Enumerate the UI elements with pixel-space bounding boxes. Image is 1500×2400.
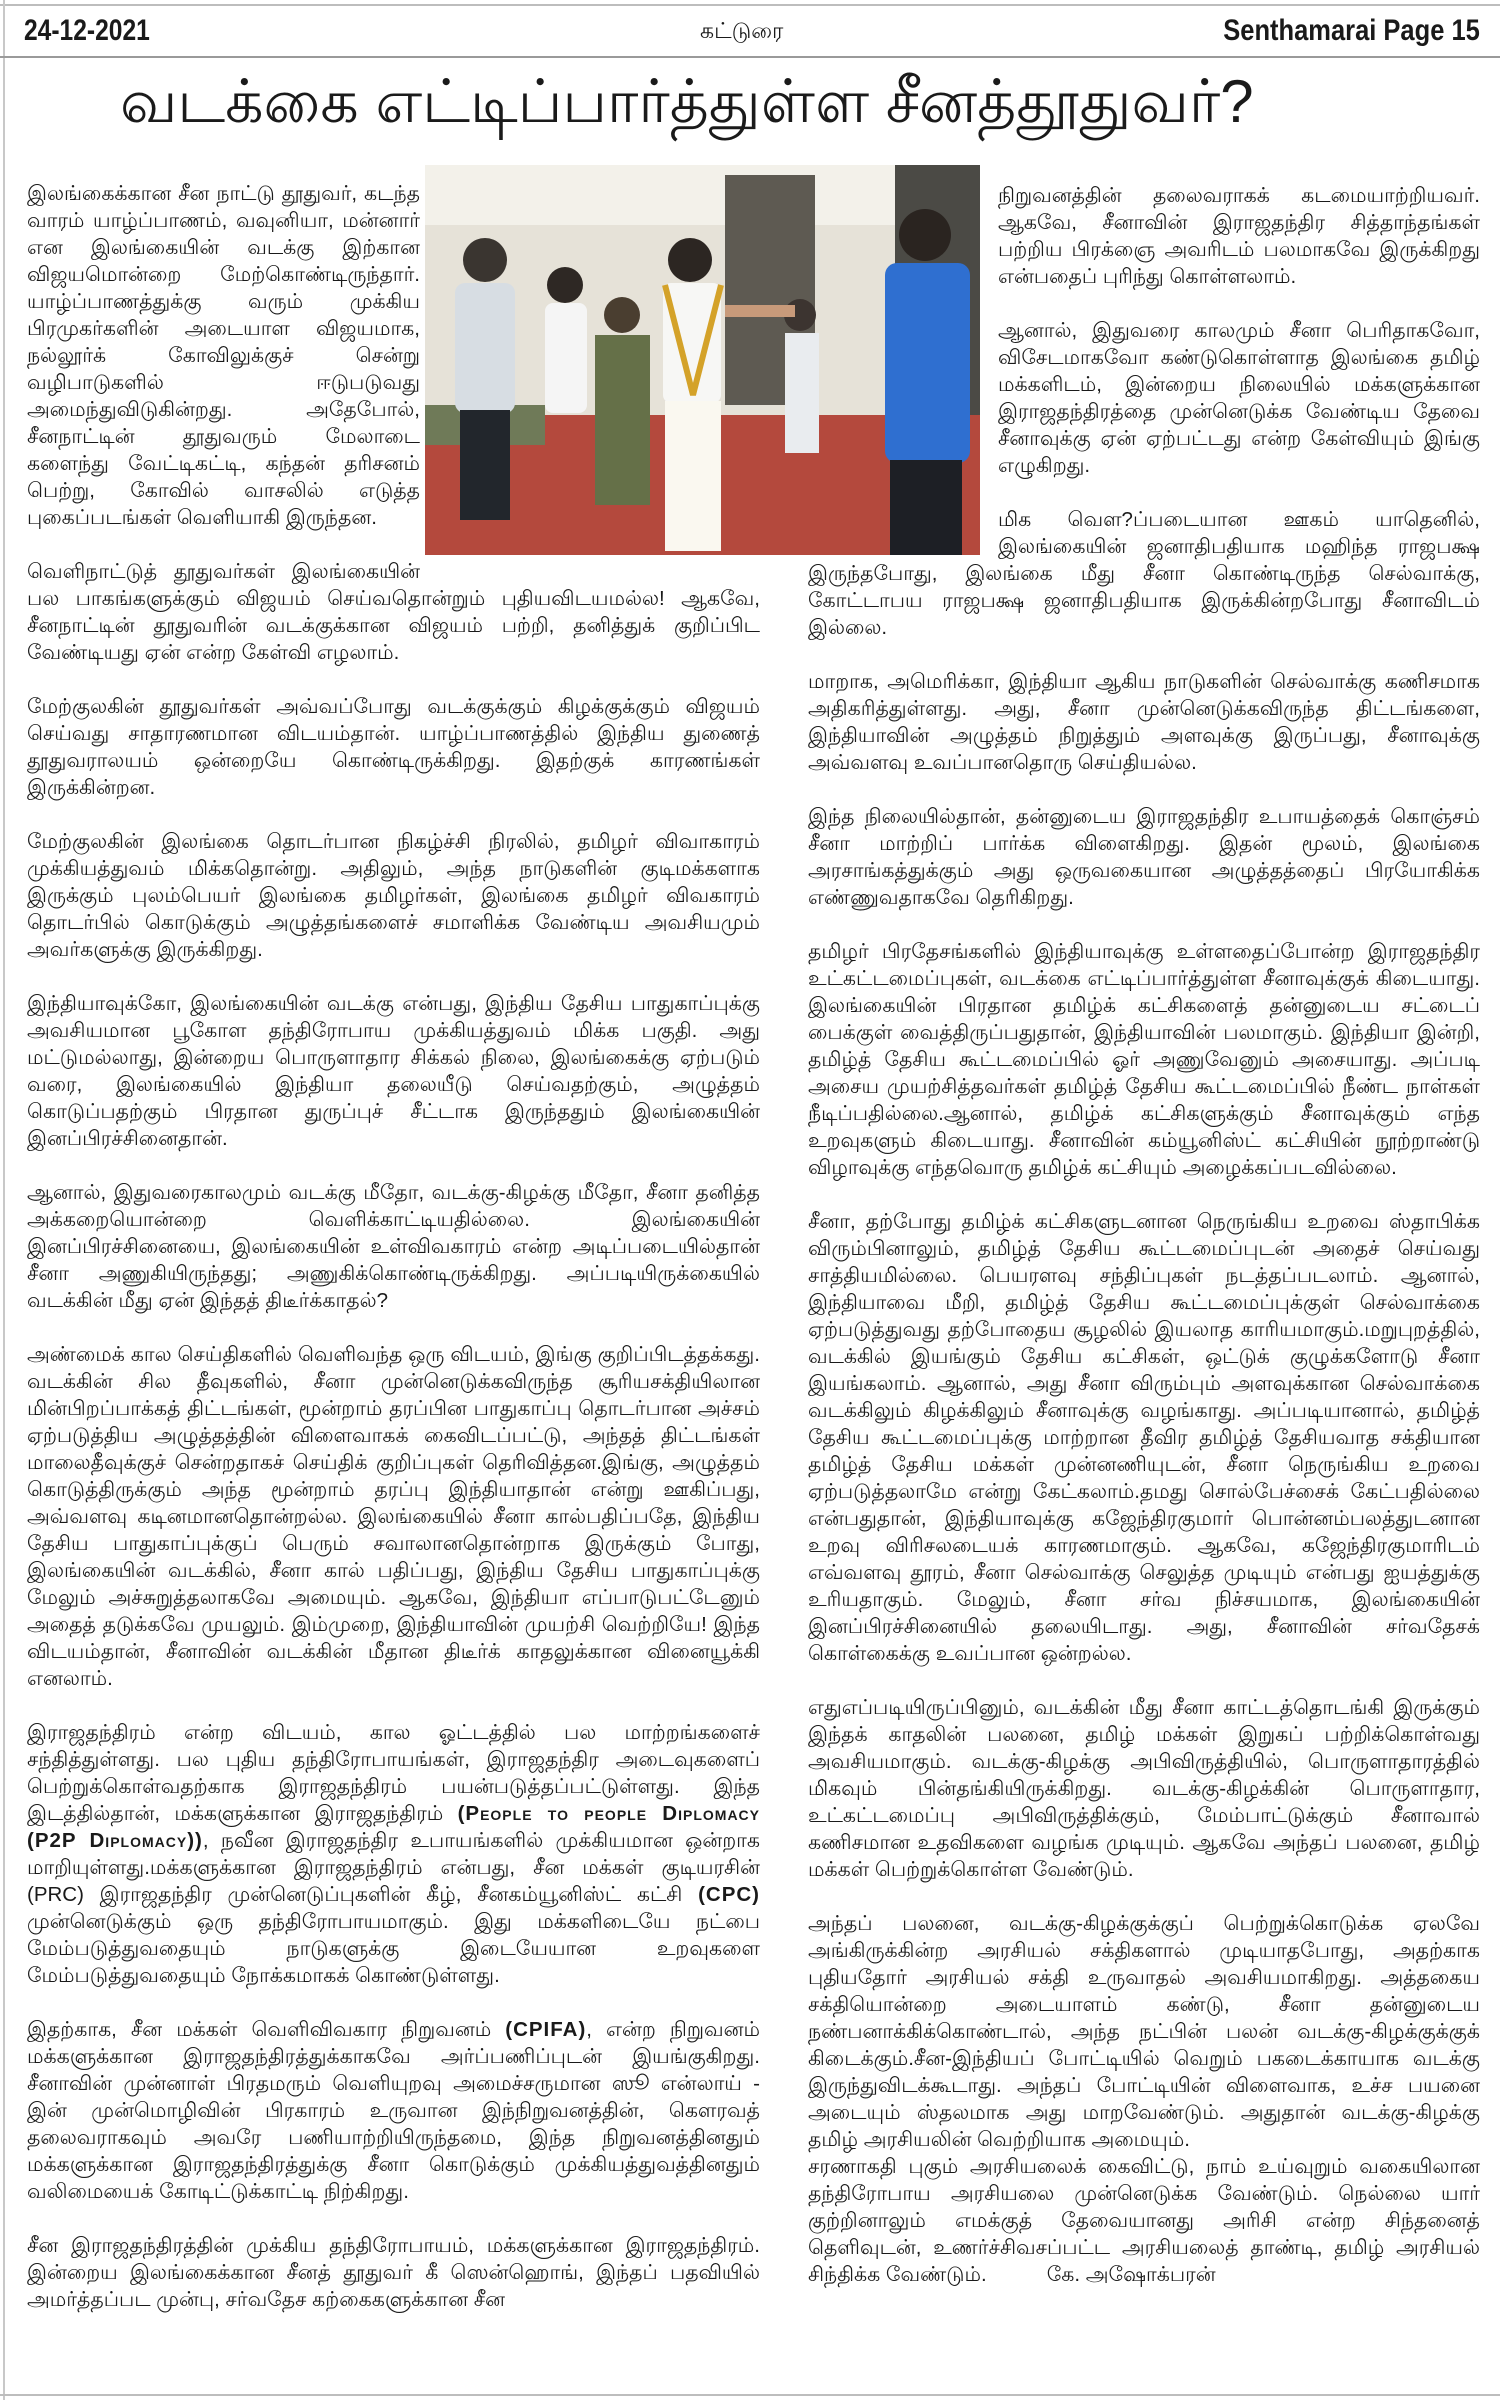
text: இதற்காக, சீன மக்கள் வெளிவிவகார நிறுவனம் bbox=[27, 2018, 506, 2041]
left-column bbox=[27, 180, 760, 2340]
paragraph: மிக வெள?ப்படையான ஊகம் யாதெனில், இலங்கையின் ஜனாதிபதியாக மஹிந்த ராஜபக்ஷ இருந்தபோது, இலங்கை மீது சீனா கொண்டிருந்த செல்வாக்கு, கோட்டாபய ராஜபக்ஷ ஜனாதிபதியாக இருக்கின்றபோது சீனாவிடம் இல்லை. bbox=[808, 508, 1480, 639]
paragraph: மாறாக, அமெரிக்கா, இந்தியா ஆகிய நாடுகளின் செல்வாக்கு கணிசமாக அதிகரித்துள்ளது. அது, சீனா முன்னெடுக்கவிருந்த திட்டங்களை, இந்தியாவின் அழுத்தம் நிறுத்தும் அளவுக்கு இருப்பது, சீனாவுக்கு அவ்வளவு உவப்பானதொரு செய்தியல்ல. bbox=[808, 670, 1480, 774]
section-label: கட்டுரை bbox=[700, 18, 784, 43]
paragraph: சீனா, தற்போது தமிழ்க் கட்சிகளுடனான நெருங்கிய உறவை ஸ்தாபிக்க விரும்பினாலும், தமிழ்த் தேசிய கூட்டமைப்புடன் அதைச் செய்வது சாத்தியமில்லை. பெயரளவு சந்திப்புகள் நடத்தப்படலாம். ஆனால், இந்தியாவை மீறி, தமிழ்த் தேசிய கூட்டமைப்புக்குள் செல்வாக்கை ஏற்படுத்துவது தற்போதைய சூழலில் இயலாத காரியமாகும்.மறுபுறத்தில், வடக்கில் இயங்கும் தேசிய கட்சிகள், ஒட்டுக் குழுக்களோடு சீனா இயங்கலாம். ஆனால், அது சீனா விரும்பும் அளவுக்கான செல்வாக்கை வடக்கிலும் கிழக்கிலும் சீனாவுக்கு வழங்காது. அப்படியானால், தமிழ்த் தேசிய கூட்டமைப்புக்கு மாற்றான தீவிர தமிழ்த் தேசியவாத சக்தியான தமிழ்த் தேசிய மக்கள் முன்னணியுடன், சீனா நெருங்கிய உறவை ஏற்படுத்தலாமே என்று கேட்கலாம்.தமது சொல்பேச்சைக் கேட்பதில்லை என்பதுதான், இந்தியாவுக்கு கஜேந்திரகுமார் பொன்னம்பலத்துடனான உறவு விரிசலடையக் காரணமாகும். ஆகவே, கஜேந்திரகுமாரிடம் எவ்வளவு தூரம், சீனா செல்வாக்கு செலுத்த முடியும் என்பது ஐயத்துக்கு உரியதாகும். மேலும், சீனா சர்வ நிச்சயமாக, இலங்கையின் இனப்பிரச்சினையில் தலையிடாது. அது, சீனாவின் சர்வதேசக் கொள்கைக்கு உவப்பான ஒன்றல்ல. bbox=[808, 1210, 1480, 1665]
paragraph: இந்த நிலையில்தான், தன்னுடைய இராஜதந்திர உபாயத்தைக் கொஞ்சம் சீனா மாற்றிப் பார்க்க விளைகிறது. இதன் மூலம், இலங்கை அரசாங்கத்துக்கும் அது ஒருவகையான அழுத்தத்தைப் பிரயோகிக்க எண்ணுவதாகவே தெரிகிறது. bbox=[808, 805, 1480, 909]
page-border-left bbox=[3, 0, 5, 2400]
paragraph: எதுஎப்படியிருப்பினும், வடக்கின் மீது சீனா காட்டத்தொடங்கி இருக்கும் இந்தக் காதலின் பலனை, தமிழ் மக்கள் இறுகப் பற்றிக்கொள்வது அவசியமாகும். வடக்கு-கிழக்கு அபிவிருத்தியில், பொருளாதாரத்தில் மிகவும் பின்தங்கியிருக்கிறது. வடக்கு-கிழக்கின் பொருளாதார, உட்கட்டமைப்பு அபிவிருத்திக்கும், மேம்பாட்டுக்கும் சீனாவால் கணிசமான உதவிகளை வழங்க முடியும். ஆகவே அந்தப் பலனை, தமிழ் மக்கள் பெற்றுக்கொள்ள வேண்டும். bbox=[808, 1696, 1480, 1881]
english-term: (CPIFA) bbox=[505, 2018, 587, 2041]
issue-date: 24-12-2021 bbox=[24, 14, 150, 47]
english-term: (People to people Diplomacy (P2P Diplomacy)) bbox=[27, 1802, 761, 1852]
text: சரணாகதி புகும் அரசியலைக் கைவிட்டு, நாம் உய்வுறும் வகையிலான தந்திரோபாய அரசியலை முன்னெடுக்க வேண்டும். நெல்லை யார் குற்றினாலும் எமக்குத் தேவையானது அரிசி என்ற சிந்தனைத் தெளிவுடன், உணர்ச்சிவசப்பட்ட அரசியலைத் தாண்டி, தமிழ் அரசியல் சிந்திக்க வேண்டும். bbox=[808, 2155, 1480, 2286]
right-column bbox=[808, 182, 1480, 2315]
paper-name-page: Senthamarai Page 15 bbox=[1223, 14, 1480, 47]
text: , என்ற நிறுவனம் மக்களுக்கான இராஜதந்திரத்துக்காகவே அர்ப்பணிப்புடன் இயங்குகிறது. சீனாவின் முன்னாள் பிரதமரும் வெளியுறவு அமைச்சருமான ஸூ என்லாய் - இன் முன்மொழிவின் பிரகாரம் உருவான இந்நிறுவனத்தின், கௌரவத் தலைவராகவும் அவரே பணியாற்றியிருந்தமை, இந்த நிறுவனத்தினதும் மக்களுக்கான இராஜதந்திரத்துக்கு சீனா கொடுக்கும் முக்கியத்துவத்தினதும் வலிமையைக் கோடிட்டுக்காட்டி நிற்கிறது. bbox=[27, 2018, 760, 2203]
paragraph: ஆனால், இதுவரை காலமும் சீனா பெரிதாகவோ, விசேடமாகவோ கண்டுகொள்ளாத இலங்கை தமிழ் மக்களிடம், இன்றைய நிலையில் மக்களுக்கான இராஜதந்திரத்தை முன்னெடுக்க வேண்டிய தேவை சீனாவுக்கு ஏன் ஏற்பட்டது என்ற கேள்வியும் இங்கு எழுகிறது. bbox=[998, 319, 1480, 477]
paragraph: மேற்குலகின் தூதுவர்கள் அவ்வப்போது வடக்குக்கும் கிழக்குக்கும் விஜயம் செய்வது சாதாரணமான விடயம்தான். யாழ்ப்பாணத்தில் இந்திய துணைத் தூதுவராலயம் ஒன்றையே கொண்டிருக்கிறது. இதற்குக் காரணங்கள் இருக்கின்றன. bbox=[27, 695, 760, 799]
paragraph: அண்மைக் கால செய்திகளில் வெளிவந்த ஒரு விடயம், இங்கு குறிப்பிடத்தக்கது. வடக்கின் சில தீவுகளில், சீனா முன்னெடுக்கவிருந்த சூரியசக்தியிலான மின்பிறப்பாக்கத் திட்டங்கள், மூன்றாம் தரப்பின பாதுகாப்பு தொடர்பான அச்சம் ஏற்படுத்திய அழுத்தத்தின் விளைவாகக் கைவிடப்பட்டு, அந்தத் திட்டங்கள் மாலைதீவுக்குச் சென்றதாகச் செய்திக் குறிப்புகள் தெரிவித்தன.இங்கு, அழுத்தம் கொடுத்திருக்கும் அந்த மூன்றாம் தரப்பு இந்தியாதான் என்று ஊகிப்பது, அவ்வளவு கடினமானதொன்றல்ல. இலங்கையில் சீனா கால்பதிப்பதே, இந்திய தேசிய பாதுகாப்புக்குப் பெரும் சவாலானதொன்றாக இருக்கும் போது, இலங்கையின் வடக்கில், சீனா கால் பதிப்பது, இந்திய தேசிய பாதுகாப்புக்கு மேலும் அச்சுறுத்தலாகவே அமையும். ஆகவே, இந்தியா எப்பாடுபட்டேனும் அதைத் தடுக்கவே முயலும். இம்முறை, இந்தியாவின் முயற்சி வெற்றியே! இந்த விடயம்தான், சீனாவின் வடக்கின் மீதான திடீர்க் காதலுக்கான வினையூக்கி எனலாம். bbox=[27, 1343, 760, 1690]
paragraph: மேற்குலகின் இலங்கை தொடர்பான நிகழ்ச்சி நிரலில், தமிழர் விவாகாரம் முக்கியத்துவம் மிக்கதொன்று. அதிலும், அந்த நாடுகளின் குடிமக்களாக இருக்கும் புலம்பெயர் இலங்கை தமிழர்கள், இலங்கை தமிழர் விவகாரம் தொடர்பில் கொடுக்கும் அழுத்தங்களைச் சமாளிக்க வேண்டிய அவசியமும் அவர்களுக்கு இருக்கிறது. bbox=[27, 830, 760, 961]
page-header bbox=[0, 0, 1500, 58]
paragraph: தமிழர் பிரதேசங்களில் இந்தியாவுக்கு உள்ளதைப்போன்ற இராஜதந்திர உட்கட்டமைப்புகள், வடக்கை எட்டிப்பார்த்துள்ள சீனாவுக்குக் கிடையாது. இலங்கையின் பிரதான தமிழ்க் கட்சிகளைத் தன்னுடைய சட்டைப் பைக்குள் வைத்திருப்பதுதான், இந்தியாவின் பலமாகும். இந்தியா இன்றி, தமிழ்த் தேசிய கூட்டமைப்பில் ஓர் அணுவேனும் அசையாது. அப்படி அசைய முயற்சித்தவர்கள் தமிழ்த் தேசிய கூட்டமைப்பில் நீண்ட நாள்கள் நீடிப்பதில்லை.ஆனால், தமிழ்க் கட்சிகளுக்கும் சீனாவுக்கும் எந்த உறவுகளும் கிடையாது. சீனாவின் கம்யூனிஸ்ட் கட்சியின் நூற்றாண்டு விழாவுக்கு எந்தவொரு தமிழ்க் கட்சியும் அழைக்கப்படவில்லை. bbox=[808, 940, 1480, 1179]
page-border-bottom bbox=[0, 2394, 1500, 2396]
paragraph: வெளிநாட்டுத் தூதுவர்கள் இலங்கையின் பல பாகங்களுக்கும் விஜயம் செய்வதொன்றும் புதியவிடயமல்ல! ஆகவே, சீனநாட்டின் தூதுவரின் வடக்குக்கான விஜயம் பற்றி, தனித்துக் குறிப்பிட வேண்டியது ஏன் என்ற கேள்வி எழலாம். bbox=[27, 560, 760, 664]
photo-spacer bbox=[808, 182, 998, 560]
paragraph: நிறுவனத்தின் தலைவராகக் கடமையாற்றியவர். ஆகவே, சீனாவின் இராஜதந்திர சித்தாந்தங்கள் பற்றிய பிரக்ஞை அவரிடம் பலமாகவே இருக்கிறது என்பதைப் புரிந்து கொள்ளலாம். bbox=[998, 184, 1480, 288]
closing-paragraph bbox=[808, 2153, 1480, 2288]
paragraph: இந்தியாவுக்கோ, இலங்கையின் வடக்கு என்பது, இந்திய தேசிய பாதுகாப்புக்கு அவசியமான பூகோள தந்திரோபாய முக்கியத்துவம் மிக்க பகுதி. அது மட்டுமல்லாது, இன்றைய பொருளாதார சிக்கல் நிலை, இலங்கைக்கு ஏற்படும் வரை, இலங்கையில் இந்தியா தலையீடு செய்வதற்கும், அழுத்தம் கொடுப்பதற்கும் பிரதான துருப்புச் சீட்டாக இருந்ததும் இலங்கையின் இனப்பிரச்சினைதான். bbox=[27, 992, 760, 1150]
author-byline: கே. அஷோக்பரன் bbox=[1046, 2263, 1216, 2286]
text: , நவீன இராஜதந்திர உபாயங்களில் முக்கியமான ஒன்றாக மாறியுள்ளது.மக்களுக்கான இராஜதந்திரம் என்பது, சீன மக்கள் குடியரசின் (PRC) இராஜதந்திர முன்னெடுப்புகளின் கீழ், சீனகம்யூனிஸ்ட் கட்சி bbox=[27, 1829, 760, 1906]
paragraph: இலங்கைக்கான சீன நாட்டு தூதுவர், கடந்த வாரம் யாழ்ப்பாணம், வவுனியா, மன்னார் என இலங்கையின் வடக்கு இற்கான விஜயமொன்றை மேற்கொண்டிருந்தார். யாழ்ப்பாணத்துக்கு வரும் முக்கிய பிரமுகர்களின் அடையாள விஜயமாக, நல்லூர்க் கோவிலுக்குச் சென்று வழிபாடுகளில் ஈடுபடுவது அமைந்துவிடுகின்றது. அதேபோல், சீனநாட்டின் தூதுவரும் மேலாடை களைந்து வேட்டிகட்டி, கந்தன் தரிசனம் பெற்று, கோவில் வாசலில் எடுத்த புகைப்படங்கள் வெளியாகி இருந்தன. bbox=[27, 182, 420, 529]
paragraph-cpifa bbox=[27, 2016, 760, 2205]
paragraph: அந்தப் பலனை, வடக்கு-கிழக்குக்குப் பெற்றுக்கொடுக்க ஏலவே அங்கிருக்கின்ற அரசியல் சக்திகளால் முடியாதபோது, அதற்காக புதியதோர் அரசியல் சக்தி உருவாதல் அவசியமாகிறது. அத்தகைய சக்தியொன்றை அடையாளம் கண்டு, சீனா தன்னுடைய நண்பனாக்கிக்கொண்டால், அந்த நட்பின் பலன் வடக்கு-கிழக்குக்குக் கிடைக்கும்.சீன-இந்தியப் போட்டியில் வெறும் பகடைக்காயாக வடக்கு இருந்துவிடக்கூடாது. அந்தப் போட்டியின் விளைவாக, உச்ச பயனை அடையும் ஸ்தலமாக அது மாறவேண்டும். அதுதான் வடக்கு-கிழக்கு தமிழ் அரசியலின் வெற்றியாக அமையும். bbox=[808, 1912, 1480, 2151]
text: இராஜதந்திரம் என்ற விடயம், கால ஓட்டத்தில் பல மாற்றங்களைச் சந்தித்துள்ளது. பல புதிய தந்திரோபாயங்கள், இராஜதந்திர அடைவுகளைப் பெற்றுக்கொள்வதற்காக இராஜதந்திரம் பயன்படுத்தப்பட்டுள்ளது. இந்த இடத்தில்தான், மக்களுக்கான இராஜதந்திரம் bbox=[27, 1721, 760, 1825]
paragraph-diplomacy bbox=[27, 1719, 760, 1989]
photo-spacer bbox=[420, 180, 760, 572]
paragraph: ஆனால், இதுவரைகாலமும் வடக்கு மீதோ, வடக்கு-கிழக்கு மீதோ, சீனா தனித்த அக்கறையொன்றை வெளிக்காட்டியதில்லை. இலங்கையின் இனப்பிரச்சினையை, இலங்கையின் உள்விவகாரம் என்ற அடிப்படையில்தான் சீனா அணுகியிருந்தது; அணுகிக்கொண்டிருக்கிறது. அப்படியிருக்கையில் வடக்கின் மீது ஏன் இந்தத் திடீர்க்காதல்? bbox=[27, 1181, 760, 1312]
article-title: வடக்கை எட்டிப்பார்த்துள்ள சீனத்தூதுவர்? bbox=[120, 68, 1254, 135]
english-term: (CPC) bbox=[698, 1883, 760, 1906]
header-divider bbox=[0, 56, 1500, 58]
paragraph: சீன இராஜதந்திரத்தின் முக்கிய தந்திரோபாயம், மக்களுக்கான இராஜதந்திரம். இன்றைய இலங்கைக்கான சீனத் தூதுவர் கீ ஸென்ஹொங், இந்தப் பதவியில் அமர்த்தப்பட முன்பு, சர்வதேச கற்கைகளுக்கான சீன bbox=[27, 2234, 760, 2311]
text: முன்னெடுக்கும் ஒரு தந்திரோபாயமாகும். இது மக்களிடையே நட்பை மேம்படுத்துவதையும் நாடுகளுக்கு இடையேயான உறவுகளை மேம்படுத்துவதையும் நோக்கமாகக் கொண்டுள்ளது. bbox=[27, 1910, 760, 1987]
